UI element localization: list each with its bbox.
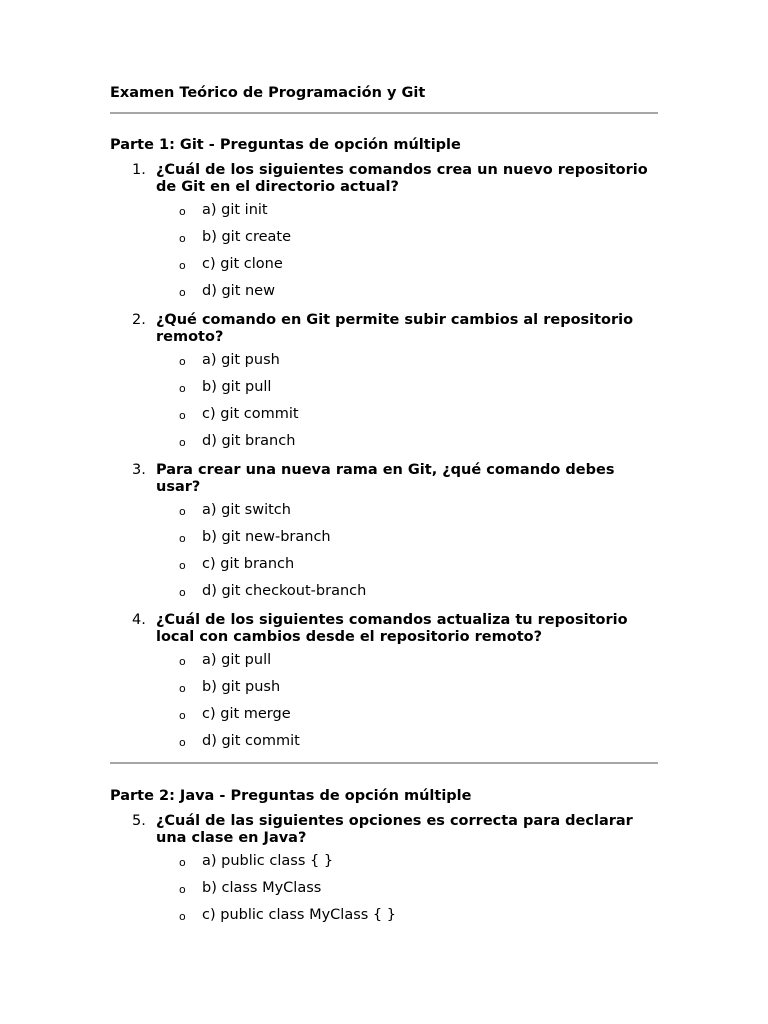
bullet-icon: o [179,586,186,599]
document-title: Examen Teórico de Programación y Git [110,85,426,101]
option-item [156,224,658,251]
option-item [156,278,658,305]
bullet-icon: o [179,205,186,218]
option-text: c) git branch [202,556,295,572]
option-item [156,647,658,674]
bullet-icon: o [179,232,186,245]
question-item [110,162,658,305]
bullet-icon: o [179,436,186,449]
option-item [156,374,658,401]
bullet-icon: o [179,709,186,722]
option-text: a) git switch [202,502,291,518]
option-text: d) git checkout-branch [202,583,367,599]
option-text: c) git merge [202,706,291,722]
bullet-icon: o [179,856,186,869]
option-item [156,497,658,524]
bullet-icon: o [179,883,186,896]
part-1-section [110,136,658,755]
option-text: b) git new-branch [202,529,331,545]
bullet-icon: o [179,355,186,368]
option-text: a) git push [202,352,280,368]
option-item [156,902,658,929]
option-text: b) class MyClass [202,880,322,896]
question-item [110,813,658,929]
option-item [156,701,658,728]
bullet-icon: o [179,382,186,395]
part-heading: Parte 2: Java - Preguntas de opción múltiple [110,788,472,804]
question-number: 1. [132,162,146,178]
bullet-icon: o [179,505,186,518]
option-text: d) git new [202,283,275,299]
question-number: 4. [132,612,146,628]
option-list [156,347,658,455]
question-number: 5. [132,813,146,829]
option-item [156,524,658,551]
question-list [110,162,658,755]
option-text: a) git init [202,202,268,218]
option-list [156,647,658,755]
bullet-icon: o [179,559,186,572]
option-text: c) public class MyClass { } [202,907,396,923]
option-item [156,848,658,875]
part-heading: Parte 1: Git - Preguntas de opción múltiple [110,137,461,153]
option-text: c) git clone [202,256,283,272]
option-text: b) git pull [202,379,272,395]
bullet-icon: o [179,910,186,923]
option-text: d) git branch [202,433,296,449]
option-text: a) public class { } [202,853,334,869]
option-item [156,197,658,224]
bullet-icon: o [179,736,186,749]
question-text: ¿Qué comando en Git permite subir cambios al repositorio remoto? [156,312,634,345]
question-item [110,312,658,455]
option-text: b) git create [202,229,292,245]
option-item [156,551,658,578]
bullet-icon: o [179,655,186,668]
question-list [110,813,658,929]
exam-page [110,84,658,936]
bullet-icon: o [179,409,186,422]
bullet-icon: o [179,682,186,695]
question-number: 2. [132,312,146,328]
option-text: d) git commit [202,733,300,749]
section-divider [110,762,658,764]
option-text: b) git push [202,679,281,695]
part-2-section [110,787,658,929]
option-item [156,347,658,374]
bullet-icon: o [179,532,186,545]
bullet-icon: o [179,286,186,299]
question-text: ¿Cuál de los siguientes comandos crea un nuevo repositorio de Git en el directorio actual? [156,162,648,195]
option-list [156,848,658,929]
option-text: a) git pull [202,652,272,668]
option-text: c) git commit [202,406,299,422]
option-item [156,401,658,428]
option-list [156,497,658,605]
option-item [156,251,658,278]
option-item [156,428,658,455]
option-item [156,674,658,701]
option-list [156,197,658,305]
question-text: ¿Cuál de las siguientes opciones es correcta para declarar una clase en Java? [156,813,633,846]
option-item [156,578,658,605]
bullet-icon: o [179,259,186,272]
title-divider [110,112,658,114]
question-text: ¿Cuál de los siguientes comandos actualiza tu repositorio local con cambios desde el repositorio remoto? [156,612,628,645]
question-text: Para crear una nueva rama en Git, ¿qué comando debes usar? [156,462,615,495]
question-number: 3. [132,462,146,478]
question-item [110,612,658,755]
option-item [156,875,658,902]
option-item [156,728,658,755]
question-item [110,462,658,605]
